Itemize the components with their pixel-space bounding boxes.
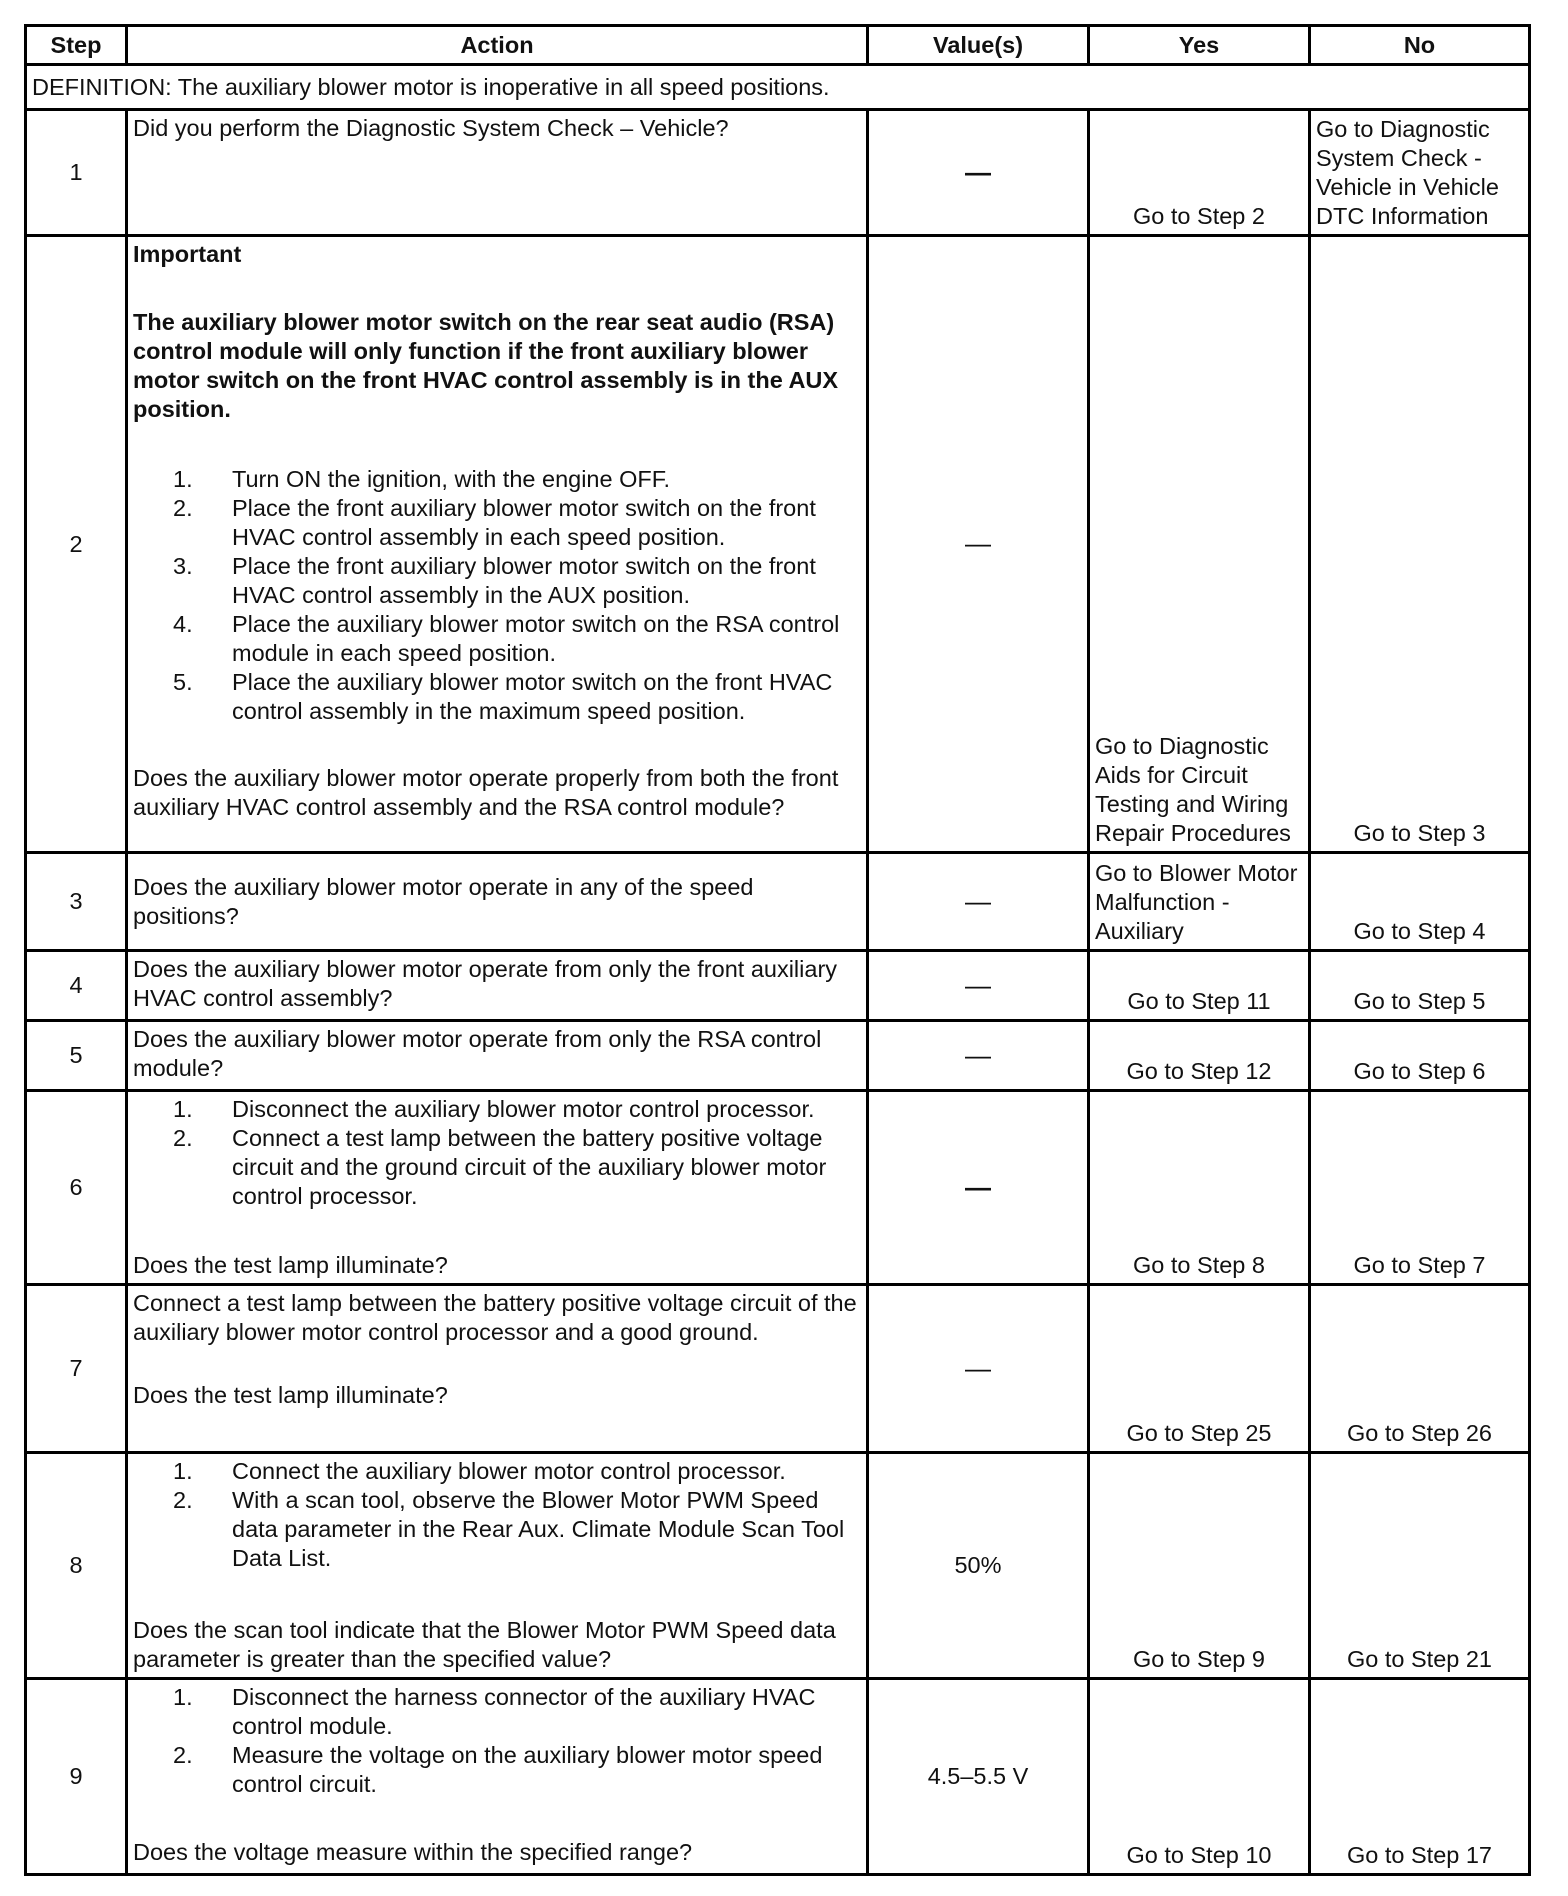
action-question: Does the auxiliary blower motor operate from only the front auxiliary HVAC control assembly? <box>133 956 838 1011</box>
value-cell <box>868 236 1089 853</box>
action-cell <box>127 1091 868 1285</box>
yes-cell: Go to Diagnostic Aids for Circuit Testing and Wiring Repair Procedures <box>1089 236 1310 853</box>
action-question: Does the auxiliary blower motor operate properly from both the front auxiliary HVAC control assembly and the RSA control module? <box>133 765 839 820</box>
step-number: 2 <box>26 236 127 853</box>
no-cell: Go to Step 26 <box>1310 1285 1530 1453</box>
important-text: The auxiliary blower motor switch on the rear seat audio (RSA) control module will only function if the front auxiliary blower motor switch on the front HVAC control assembly is in the AUX position. <box>133 309 839 422</box>
action-cell <box>127 110 868 236</box>
procedure-list <box>173 1683 861 1799</box>
important-title: Important <box>133 241 242 267</box>
diagnostic-table <box>24 24 1531 1876</box>
value-text: — <box>965 885 991 916</box>
value-text: — <box>965 1039 991 1070</box>
list-item: 1. Connect the auxiliary blower motor control processor. <box>173 1458 786 1484</box>
yes-cell: Go to Step 25 <box>1089 1285 1310 1453</box>
table-row <box>26 110 1530 236</box>
header-no: No <box>1310 26 1530 65</box>
header-step: Step <box>26 26 127 65</box>
table-row <box>26 1453 1530 1679</box>
list-item: 1. Turn ON the ignition, with the engine OFF. <box>173 466 671 492</box>
action-intro: Connect a test lamp between the battery positive voltage circuit of the auxiliary blower motor control processor and a good ground. <box>133 1290 857 1345</box>
yes-cell: Go to Step 8 <box>1089 1091 1310 1285</box>
header-row <box>26 26 1530 65</box>
list-item: 2. Connect a test lamp between the battery positive voltage circuit and the ground circuit of the auxiliary blower motor control processor. <box>173 1125 827 1209</box>
value-text: — <box>965 969 991 1000</box>
yes-cell: Go to Step 2 <box>1089 110 1310 236</box>
value-cell <box>868 853 1089 951</box>
no-cell: Go to Step 6 <box>1310 1021 1530 1091</box>
header-yes: Yes <box>1089 26 1310 65</box>
value-text: — <box>965 528 991 558</box>
no-cell: Go to Step 7 <box>1310 1091 1530 1285</box>
no-cell: Go to Step 3 <box>1310 236 1530 853</box>
step-number: 3 <box>26 853 127 951</box>
no-cell: Go to Step 4 <box>1310 853 1530 951</box>
no-cell: Go to Step 5 <box>1310 951 1530 1021</box>
list-item: 3. Place the front auxiliary blower motor switch on the front HVAC control assembly in the AUX position. <box>173 553 816 608</box>
action-cell <box>127 1679 868 1875</box>
list-item: 2. With a scan tool, observe the Blower Motor PWM Speed data parameter in the Rear Aux. Climate Module Scan Tool Data List. <box>173 1487 845 1571</box>
step-number: 7 <box>26 1285 127 1453</box>
yes-cell: Go to Blower Motor Malfunction - Auxiliary <box>1089 853 1310 951</box>
value-text: — <box>965 156 991 187</box>
step-number: 4 <box>26 951 127 1021</box>
yes-cell: Go to Step 9 <box>1089 1453 1310 1679</box>
action-question: Did you perform the Diagnostic System Check – Vehicle? <box>133 115 729 141</box>
action-question: Does the voltage measure within the specified range? <box>133 1839 693 1865</box>
action-cell <box>127 1453 868 1679</box>
table-row <box>26 236 1530 853</box>
action-question: Does the auxiliary blower motor operate in any of the speed positions? <box>133 873 754 929</box>
value-cell: 4.5–5.5 V <box>868 1679 1089 1875</box>
definition-row <box>26 65 1530 110</box>
procedure-list <box>173 465 861 726</box>
action-question: Does the test lamp illuminate? <box>133 1382 448 1408</box>
action-cell <box>127 1021 868 1091</box>
table-row <box>26 853 1530 951</box>
step-number: 1 <box>26 110 127 236</box>
list-item: 1. Disconnect the harness connector of the auxiliary HVAC control module. <box>173 1684 816 1739</box>
action-cell <box>127 853 868 951</box>
value-cell <box>868 1091 1089 1285</box>
value-text: — <box>965 1352 991 1383</box>
list-item: 4. Place the auxiliary blower motor switch on the RSA control module in each speed position. <box>173 611 840 666</box>
table-row <box>26 1285 1530 1453</box>
table-row <box>26 951 1530 1021</box>
yes-cell: Go to Step 11 <box>1089 951 1310 1021</box>
table-row <box>26 1021 1530 1091</box>
action-question: Does the auxiliary blower motor operate from only the RSA control module? <box>133 1026 822 1081</box>
header-values: Value(s) <box>868 26 1089 65</box>
action-cell <box>127 951 868 1021</box>
table-row <box>26 1091 1530 1285</box>
value-cell: 50% <box>868 1453 1089 1679</box>
table-row <box>26 1679 1530 1875</box>
procedure-list <box>173 1457 861 1573</box>
step-number: 8 <box>26 1453 127 1679</box>
step-number: 9 <box>26 1679 127 1875</box>
value-cell <box>868 1021 1089 1091</box>
step-number: 5 <box>26 1021 127 1091</box>
value-cell <box>868 110 1089 236</box>
procedure-list <box>173 1095 861 1211</box>
list-item: 5. Place the auxiliary blower motor switch on the front HVAC control assembly in the maximum speed position. <box>173 669 833 724</box>
list-item: 2. Measure the voltage on the auxiliary blower motor speed control circuit. <box>173 1742 823 1797</box>
value-text: — <box>965 1171 991 1202</box>
no-cell: Go to Step 17 <box>1310 1679 1530 1875</box>
action-question: Does the scan tool indicate that the Blower Motor PWM Speed data parameter is greater than the specified value? <box>133 1617 836 1672</box>
value-cell <box>868 1285 1089 1453</box>
no-cell: Go to Step 21 <box>1310 1453 1530 1679</box>
step-number: 6 <box>26 1091 127 1285</box>
definition-text: DEFINITION: The auxiliary blower motor is inoperative in all speed positions. <box>26 65 1530 110</box>
header-action: Action <box>127 26 868 65</box>
value-cell <box>868 951 1089 1021</box>
list-item: 1. Disconnect the auxiliary blower motor control processor. <box>173 1096 815 1122</box>
no-cell: Go to Diagnostic System Check - Vehicle in Vehicle DTC Information <box>1310 110 1530 236</box>
yes-cell: Go to Step 10 <box>1089 1679 1310 1875</box>
action-cell <box>127 1285 868 1453</box>
yes-cell: Go to Step 12 <box>1089 1021 1310 1091</box>
action-cell <box>127 236 868 853</box>
list-item: 2. Place the front auxiliary blower motor switch on the front HVAC control assembly in each speed position. <box>173 495 816 550</box>
action-question: Does the test lamp illuminate? <box>133 1252 448 1278</box>
